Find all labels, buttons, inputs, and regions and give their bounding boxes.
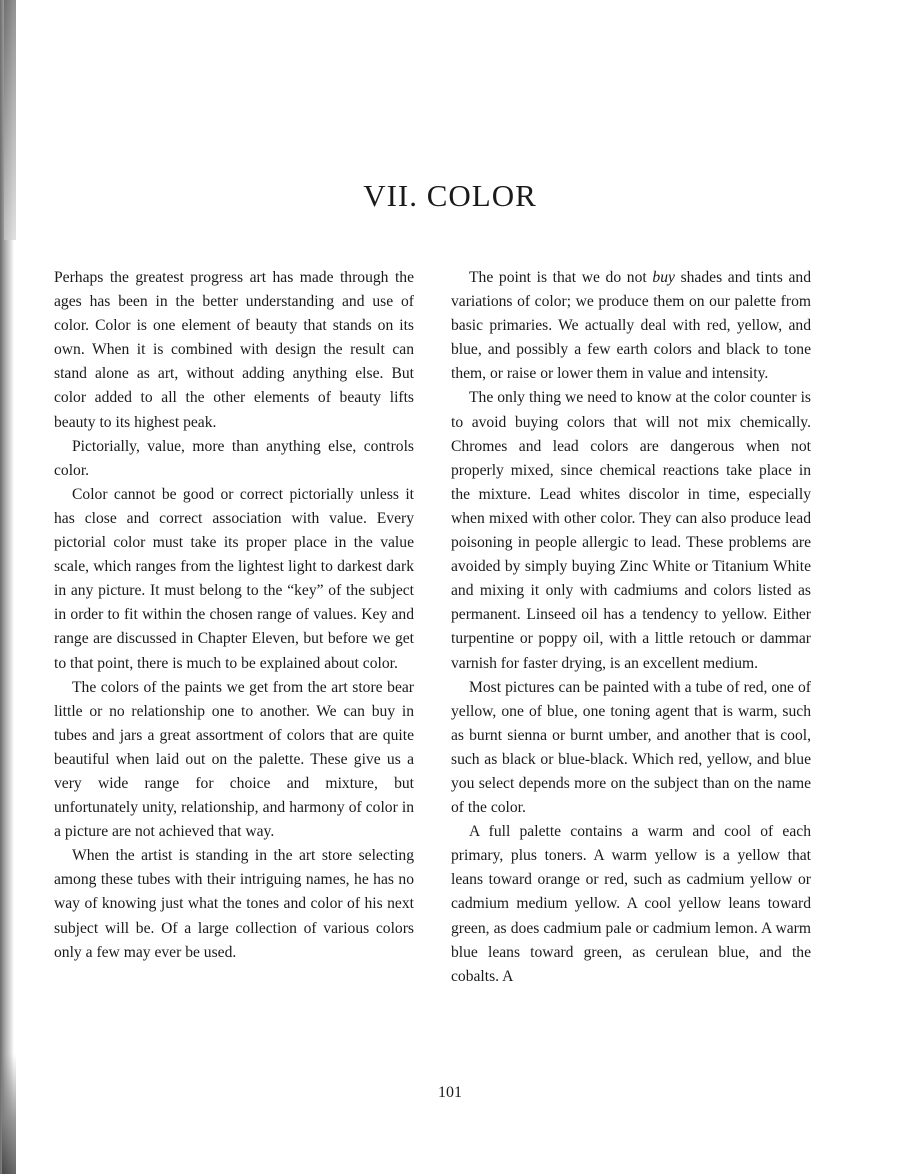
left-text-column — [54, 266, 414, 965]
emphasized-word: buy — [652, 269, 675, 286]
chapter-title: VII. COLOR — [363, 178, 537, 213]
paragraph: Most pictures can be painted with a tube of red, one of yellow, one of blue, one toning agent that is warm, such as burnt sienna or burnt umber, and another that is cool, such as black or blue-black. Which red, yellow, and blue you select depends more on the subject than on the name of the color. — [451, 678, 811, 817]
paragraph: The colors of the paints we get from the art store bear little or no relationship one to another. We can buy in tubes and jars a great assortment of colors that are quite beautiful when laid out on the palette. These give us a very wide range for choice and mixture, but unfortunately unity, relationship, and harmony of color in a picture are not achieved that way. — [54, 678, 414, 841]
paragraph: Perhaps the greatest progress art has made through the ages has been in the better understanding and use of color. Color is one element of beauty that stands on its own. When it is combined with design the result can stand alone as art, without adding anything else. But color added to all the other elements of beauty lifts beauty to its highest peak. — [54, 269, 414, 431]
paragraph — [451, 266, 811, 386]
right-text-column — [451, 266, 811, 989]
paragraph-text: The point is that we do not — [469, 269, 653, 286]
paragraph: Color cannot be good or correct pictorially unless it has close and correct association with value. Every pictorial color must take its proper place in the value scale, which ranges from the lightest light to darkest dark in any picture. It must belong to the “key” of the subject in order to fit within the chosen range of values. Key and range are discussed in Chapter Eleven, but before we get to that point, there is much to be explained about color. — [54, 485, 414, 672]
paragraph-text: shades and tints and variations of color; we produce them on our palette from basic primaries. We actually deal with red, yellow, and blue, and possibly a few earth colors and black to tone them, or raise or lower them in value and intensity. — [451, 269, 811, 383]
paragraph: When the artist is standing in the art store selecting among these tubes with their intriguing names, he has no way of knowing just what the tones and color of his next subject will be. Of a large collection of various colors only a few may ever be used. — [54, 847, 414, 961]
page-number: 101 — [438, 1084, 462, 1101]
paragraph: Pictorially, value, more than anything else, controls color. — [54, 437, 414, 479]
binding-shadow-bottom — [2, 1054, 16, 1174]
paragraph: A full palette contains a warm and cool of each primary, plus toners. A warm yellow is a yellow that leans toward orange or red, such as cadmium yellow or cadmium medium yellow. A cool yellow leans toward green, as does cadmium pale or cadmium lemon. A warm blue leans toward green, as cerulean blue, and the cobalts. A — [451, 823, 811, 985]
paragraph: The only thing we need to know at the color counter is to avoid buying colors that will not mix chemically. Chromes and lead colors are dangerous when not properly mixed, since chemical reactions take place in the mixture. Lead whites discolor in time, especially when mixed with other color. They can also produce lead poisoning in people allergic to lead. These problems are avoided by simply buying Zinc White or Titanium White and mixing it only with cadmiums and colors listed as permanent. Linseed oil has a tendency to yellow. Either turpentine or poppy oil, with a little retouch or dammar varnish for faster drying, is an excellent medium. — [451, 389, 811, 672]
